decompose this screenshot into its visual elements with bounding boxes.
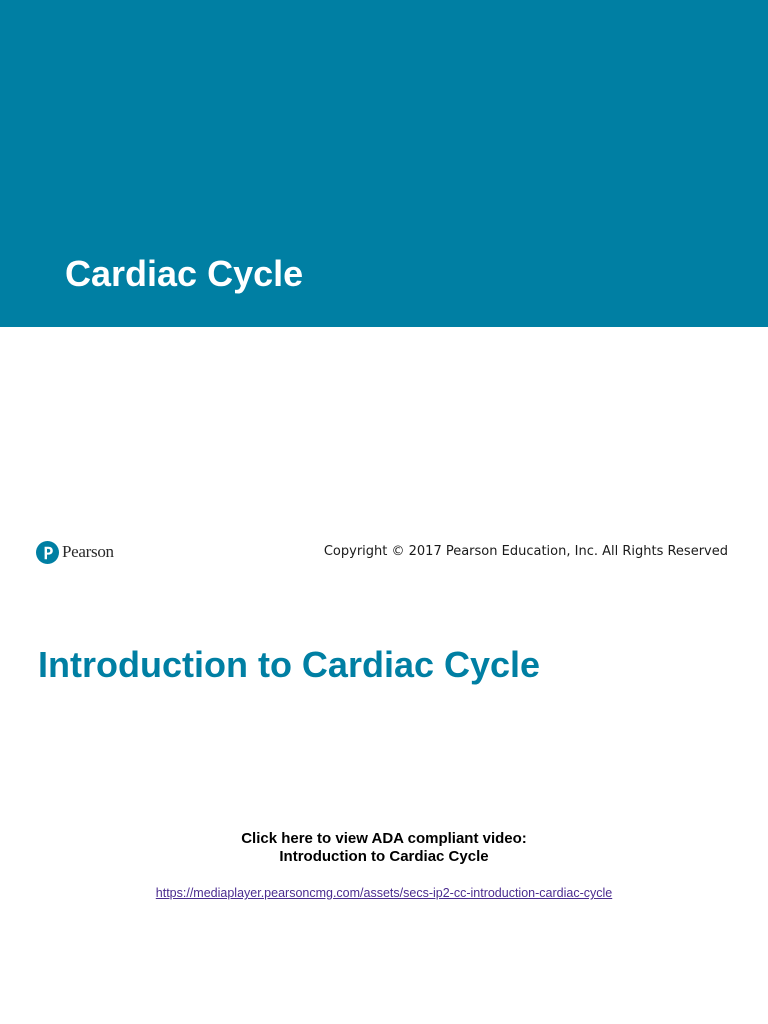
- slide-title: Cardiac Cycle: [65, 253, 304, 294]
- copyright-notice: Copyright © 2017 Pearson Education, Inc. All Rights Reserved: [323, 544, 728, 559]
- pearson-p-logo-glyph: [36, 541, 59, 564]
- pearson-p-logo-icon: [36, 541, 59, 564]
- video-link[interactable]: https://mediaplayer.pearsoncmg.com/assets/secs-ip2-cc-introduction-cardiac-cycle: [155, 886, 613, 900]
- video-link-container: [0, 885, 768, 901]
- pearson-wordmark: Pearson: [62, 542, 114, 561]
- pearson-logo: [36, 540, 114, 564]
- section-heading: Introduction to Cardiac Cycle: [38, 644, 541, 685]
- title-banner: [0, 0, 768, 327]
- video-prompt-line-2: Introduction to Cardiac Cycle: [279, 848, 489, 865]
- video-callout: [0, 830, 768, 866]
- video-prompt-line-1: Click here to view ADA compliant video:: [241, 830, 527, 847]
